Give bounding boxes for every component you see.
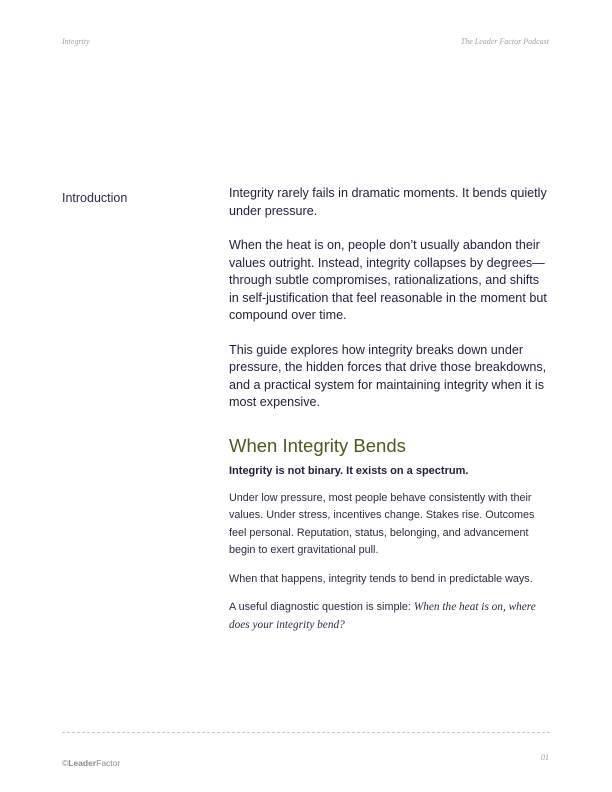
diagnostic-question — [229, 599, 551, 634]
intro-block — [229, 185, 551, 412]
logo-brand-bold: Leader — [68, 758, 97, 768]
question-italic: When the heat is on, where does your integrity bend? — [229, 601, 536, 631]
page-number: 01 — [541, 753, 549, 762]
body-paragraph: When that happens, integrity tends to bend in predictable ways. — [229, 572, 533, 585]
section-label: Introduction — [62, 191, 128, 205]
intro-paragraph: When the heat is on, people don’t usually abandon their values outright. Instead, integrity collapses by degrees—through subtle compromises, rationalizations, and shifts in self-justification that feel reasonable in the moment but compound over time. — [229, 238, 547, 322]
section-heading: When Integrity Bends — [229, 434, 406, 456]
intro-paragraph: This guide explores how integrity breaks down under pressure, the hidden forces that drive those breakdowns, and a practical system for maintaining integrity when it is most expensive. — [229, 342, 547, 409]
intro-paragraph: Integrity rarely fails in dramatic moments. It bends quietly under pressure. — [229, 186, 547, 218]
running-header-left: Integrity — [62, 37, 90, 46]
section-subheading: Integrity is not binary. It exists on a spectrum. — [229, 464, 469, 477]
body-paragraph: Under low pressure, most people behave consistently with their values. Under stress, incentives change. Stakes rise. Outcomes feel personal. Reputation, status, belonging, and advancement begin to exert gravitational pull. — [229, 491, 535, 556]
copyright-symbol: © — [62, 758, 69, 768]
logo-brand-rest: Factor — [96, 758, 121, 768]
question-lead: A useful diagnostic question is simple: — [229, 601, 414, 613]
section-body — [229, 490, 551, 635]
main-content — [229, 185, 551, 634]
footer-logo — [62, 758, 120, 768]
running-header-right: The Leader Factor Podcast — [460, 37, 549, 46]
footer-divider — [62, 732, 550, 733]
